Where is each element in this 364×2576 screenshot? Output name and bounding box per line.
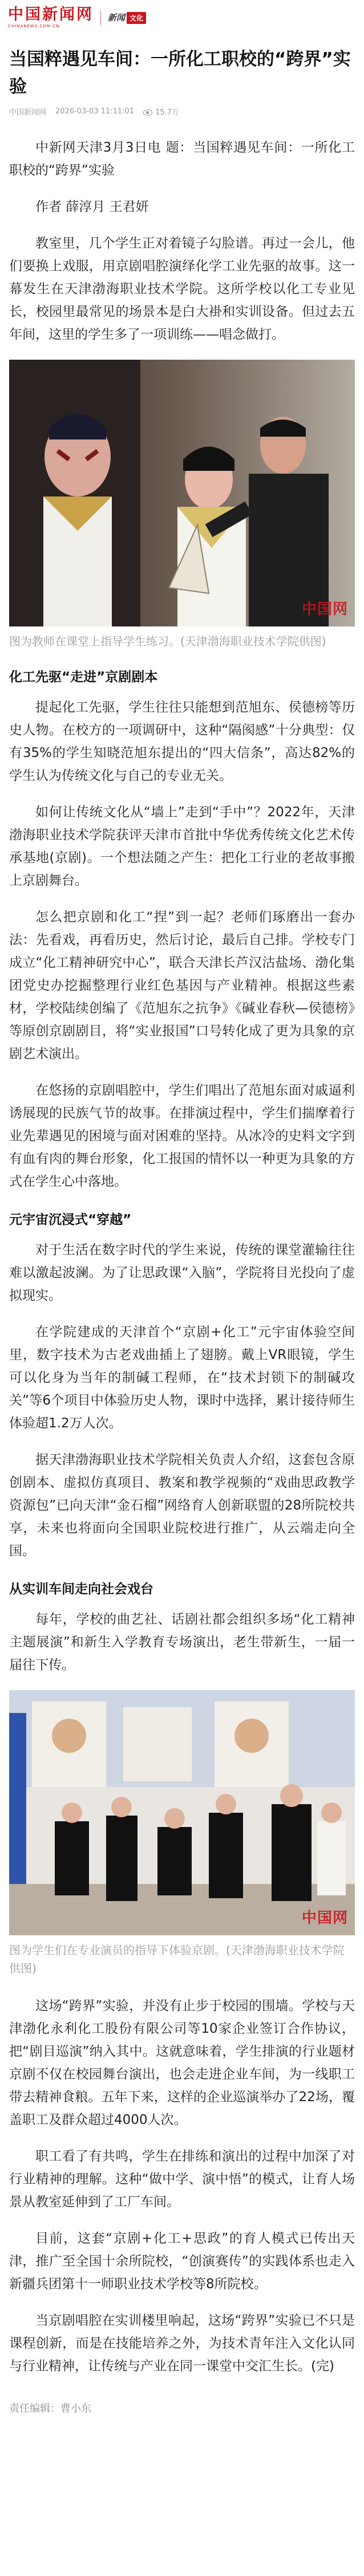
- photo-watermark: 中国网: [301, 1910, 348, 1927]
- brand-label: 新闻: [108, 13, 126, 23]
- logo-subtext: CHINANEWS.COM.CN: [8, 24, 60, 29]
- article-source[interactable]: 中国新闻网: [9, 108, 47, 117]
- photo-teacher-guiding-student: [9, 360, 355, 626]
- header-divider: [100, 10, 101, 25]
- article: [0, 46, 364, 2415]
- paragraph: 每年，学校的曲艺社、话剧社都会组织多场“化工精神主题展演”和新生入学教育专场演出，老生带新生，一届一届往下传。: [9, 1612, 355, 1672]
- paragraph: 据天津渤海职业技术学院相关负责人介绍，这套包含原创剧本、虚拟仿真项目、教案和教学视频的“戏曲思政教学资源包”已向天津“金石榴”网络育人创新联盟的28所院校共享，未来也将面向全国职业院校进行推广，从云端走向全国。: [9, 1452, 355, 1558]
- site-logo[interactable]: [8, 6, 94, 29]
- brand-tag: 文化: [127, 12, 146, 24]
- responsible-editor: 责任编辑：曹小东: [9, 2403, 91, 2415]
- section-heading: 元宇宙沉浸式“穿越”: [9, 1212, 132, 1227]
- paragraph: 在悠扬的京剧唱腔中，学生们唱出了范旭东面对戚逼利诱展现的民族气节的故事。在排演过程中，学生们揣摩着行业先辈遇见的困境与面对困难的坚持。从冰冷的史料文字到有血有肉的舞台形象，化工报国的情怀以一种更为具象的方式在学生心中落地。: [9, 1083, 355, 1189]
- paragraph: 如何让传统文化从“墙上”走到“手中”？2022年，天津渤海职业技术学院获评天津市首批中华优秀传统文化艺术传承基地(京剧)。一个想法随之产生：把化工行业的老故事搬上京剧舞台。: [9, 805, 355, 888]
- section-heading: 化工先驱“走进”京剧剧本: [9, 670, 158, 685]
- paragraph: 对于生活在数字时代的学生来说，传统的课堂灌输往往难以激起波澜。为了让思政课“入脑”，学院将目光投向了虚拟现实。: [9, 1243, 355, 1303]
- article-image-1[interactable]: [9, 360, 355, 650]
- paragraph: 在学院建成的天津首个“京剧+化工”元宇宙体验空间里，数字技术为古老戏曲插上了翅膀。戴上VR眼镜，学生可以化身为当年的制碱工程师，在“技术封锁下的制碱攻关”等6个项目中体验历史人物，课时中选择，累计接待师生体验超1.2万人次。: [9, 1325, 355, 1431]
- view-count: 15.7万: [143, 106, 179, 117]
- photo-watermark: 中国网: [301, 601, 348, 618]
- author-line: 作者 薛淳月 王君妍: [35, 200, 149, 214]
- site-header: [0, 0, 364, 35]
- paragraph: 这场“跨界”实验，并没有止步于校园的围墙。学校与天津渤化永利化工股份有限公司等10家企业签订合作协议，把“剧目巡演”纳入其中。这就意味着，学生排演的行业题材京剧不仅在校园舞台演出，也会走进企业车间，为一线职工带去精神食粮。五年下来，这样的企业巡演举办了22场，覆盖职工及群众超过4000人次。: [9, 1999, 355, 2127]
- paragraph: 中新网天津3月3日电 题：当国粹遇见车间：一所化工职校的“跨界”实验: [9, 140, 355, 178]
- logo-text: 中国新闻网: [8, 6, 94, 23]
- eye-icon: [143, 109, 152, 116]
- article-datetime: 2026-03-03 11:11:01: [55, 107, 135, 116]
- image-caption: 图为教师在课堂上指导学生练习。(天津渤海职业技术学院供图): [9, 634, 326, 648]
- paragraph: 目前，这套“京剧+化工+思政”的育人模式已传出天津，推广至全国十余所院校，“创演赛传”的实践体系也走入新疆兵团第十一师职业技术学校等8所院校。: [9, 2231, 355, 2292]
- section-heading: 从实训车间走向社会戏台: [9, 1582, 153, 1597]
- article-meta: [9, 106, 355, 117]
- article-image-2[interactable]: [9, 1690, 355, 1977]
- paragraph: 怎么把京剧和化工“捏”到一起？老师们琢磨出一套办法：先看戏，再看历史，然后讨论，最后自己排。学校专门成立“化工精神研究中心”，联合天津长芦汉沽盐场、渤化集团党史办挖掘整理行业红色基因与产业精神。根据这些素材，学校陆续创编了《范旭东之抗争》《碱业春秋—侯德榜》等原创京剧剧目，将“实业报国”口号转化成了更为具象的京剧艺术演出。: [9, 910, 355, 1061]
- paragraph: 当京剧唱腔在实训楼里响起，这场“跨界”实验已不只是课程创新，而是在技能培养之外，为技术青年注入文化认同与行业精神，让传统与产业在同一课堂中交汇生长。(完): [9, 2313, 355, 2374]
- article-title: 当国粹遇见车间：一所化工职校的“跨界”实验: [9, 49, 351, 97]
- photo-students-experience-opera: [9, 1690, 355, 1935]
- paragraph: 职工看了有共鸣，学生在排练和演出的过程中加深了对行业精神的理解。这种“做中学、演中悟”的模式，让育人场景从教室延伸到了工厂车间。: [9, 2149, 355, 2209]
- paragraph: 提起化工先驱，学生往往只能想到范旭东、侯德榜等历史人物。在校方的一项调研中，这种“隔阂感”十分典型：仅有35%的学生知晓范旭东提出的“四大信条”，高达82%的学生认为传统文化与自己的专业无关。: [9, 700, 355, 783]
- image-caption: 图为学生们在专业演员的指导下体验京剧。(天津渤海职业技术学院供图): [9, 1943, 345, 1975]
- photo-graphic: [9, 1690, 355, 1935]
- paragraph: 教室里，几个学生正对着镜子勾脸谱。再过一会儿，他们要换上戏服，用京剧唱腔演绎化学工业先驱的故事。这一幕发生在天津渤海职业技术学院。这所学校以化工专业见长，校园里最常见的场景本是白大褂和实训设备。但过去五年间，这里的学生多了一项训练——唱念做打。: [9, 236, 355, 342]
- section-brand[interactable]: [108, 11, 146, 24]
- photo-graphic: [9, 360, 355, 626]
